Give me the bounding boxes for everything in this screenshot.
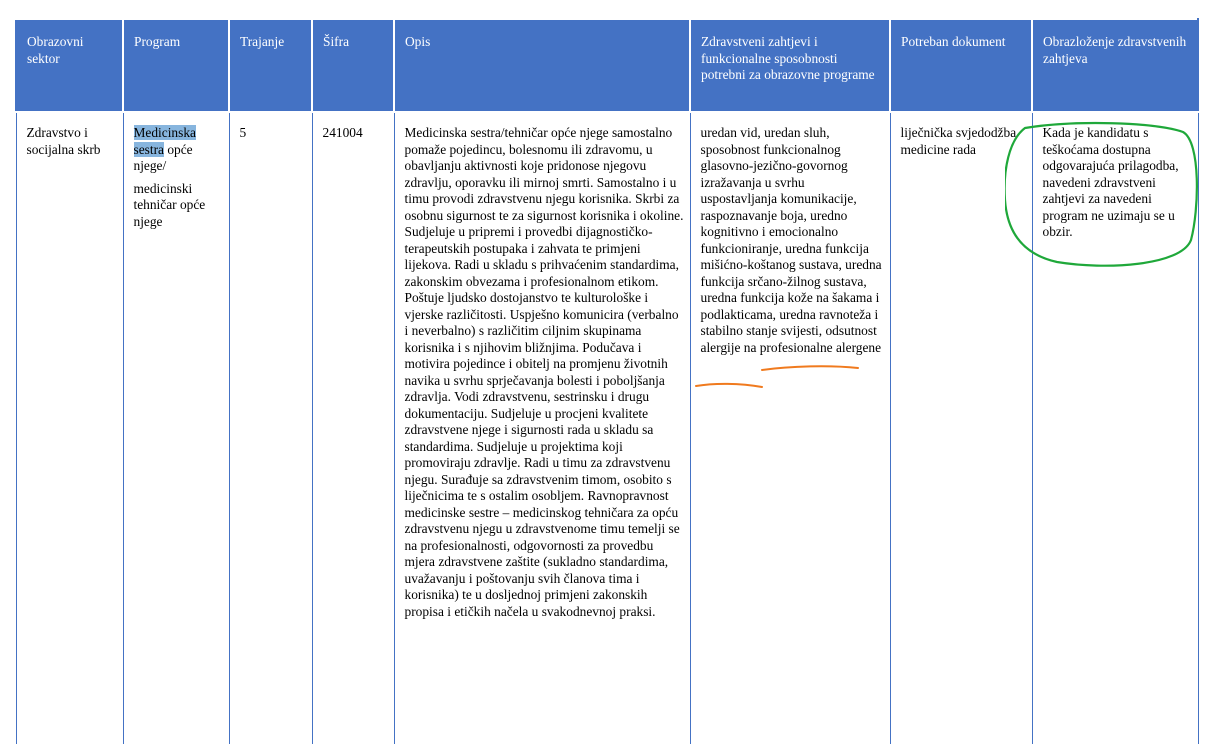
cell-duration: 5 [229,112,312,744]
header-program: Program [123,19,229,112]
header-sector: Obrazovni sektor [16,19,123,112]
header-required-document: Potreban dokument [890,19,1032,112]
cell-justification: Kada je kandidatu s teškoćama dostupna odgovarajuća prilagodba, navedeni zdravstveni zahtjevi za navedeni program ne uzimaju se u obzir. [1032,112,1198,744]
program-rest-2: medicinski tehničar opće njege [133,180,206,229]
cell-health-requirements: uredan vid, uredan sluh, sposobnost funkcionalnog glasovno-jezično-govornog izražavanja u svrhu uspostavljanja komunikacije, raspoznavanje boja, uredno kognitivno i emocionalno funkcioniranje, uredna funkcija mišićno-koštanog sustava, uredna funkcija srčano-žilnog sustava, uredna funkcija kože na šakama i podlakticama, uredna ravnoteža i stabilno stanje svijesti, odsutnost alergije na profesionalne alergene [690,112,890,744]
header-code: Šifra [312,19,394,112]
program-highlight-1: Medicinska [133,125,196,140]
header-health-requirements: Zdravstveni zahtjevi i funkcionalne sposobnosti potrebni za obrazovne programe [690,19,890,112]
header-justification: Obrazloženje zdravstvenih zahtjeva [1032,19,1198,112]
cell-program [123,112,229,744]
cell-required-document: liječnička svjedodžba medicine rada [890,112,1032,744]
program-highlight-2: sestra [133,141,164,157]
header-description: Opis [394,19,690,112]
program-rest-1: opće njege/ [133,141,193,173]
header-duration: Trajanje [229,19,312,112]
cell-sector: Zdravstvo i socijalna skrb [16,112,123,744]
table-header-row [16,19,1198,112]
table-row [16,112,1198,744]
requirements-table [15,18,1199,744]
cell-description: Medicinska sestra/tehničar opće njege samostalno pomaže pojedincu, bolesnomu ili zdravomu, u obavljanju aktivnosti koje pridonose njegovu zdravlju, oporavku ili mirnoj smrti. Samostalno i u timu provodi zdravstvenu njegu korisnika. Skrbi za osobnu sigurnost te za sigurnost korisnika i okoline. Sudjeluje u pripremi i provedbi dijagnostičko-terapeutskih postupaka i zahvata te primjeni lijekova. Radi u skladu s prihvaćenim standardima, zakonskim obvezama i profesionalnom etikom. Poštuje ljudsko dostojanstvo te kulturološke i vjerske različitosti. Uspješno komunicira (verbalno i neverbalno) s različitim ciljnim skupinama korisnika i s njihovim bližnjima. Podučava i motivira pojedince i obitelj na promjenu životnih navika u svrhu sprječavanja bolesti i poboljšanja zdravlja. Vodi zdravstvenu, sestrinsku i drugu dokumentaciju. Sudjeluje u procjeni kvalitete zdravstvene njege i sigurnosti rada u skladu sa standardima. Sudjeluje u projektima koji promoviraju zdravlje. Radi u timu za zdravstvenu njegu. Surađuje sa zdravstvenim timom, osobito s liječnicima te s ostalim osobljem. Ravnopravnost medicinske sestre – medicinskog tehničara za opću zdravstvenu njegu u zdravstvenome timu temelji se na profesionalnosti, odgovornosti za provedbu mjera zdravstvene zaštite (sukladno standardima, uvažavanju i poštovanju svih članova tima i korisnika) te u dosljednoj primjeni zakonskih propisa i etičkih načela u svakodnevnoj praksi. [394,112,690,744]
cell-code: 241004 [312,112,394,744]
